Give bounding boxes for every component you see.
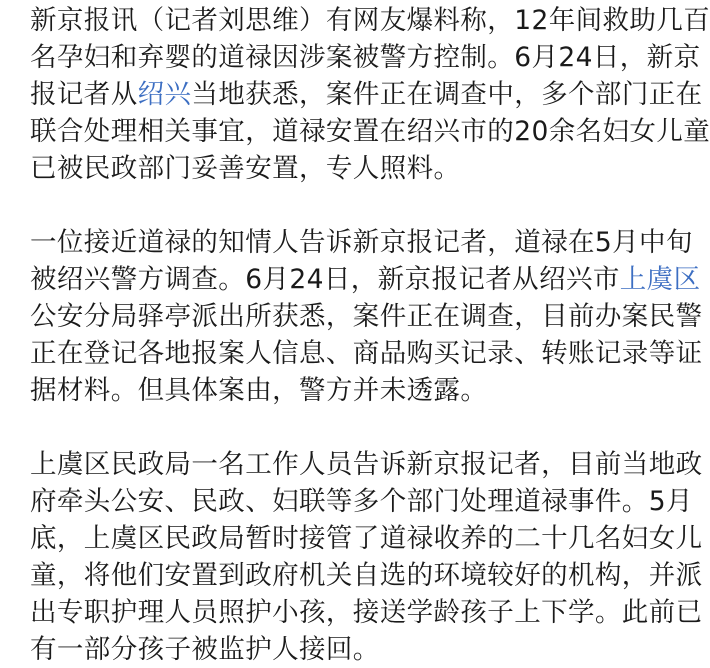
text-segment: 联合处理相关事宜，道禄安置在绍兴市的20余名妇女儿童 <box>30 116 710 147</box>
text-segment: 正在登记各地报案人信息、商品购买记录、转账记录等证 <box>30 338 703 369</box>
text-line <box>30 631 628 668</box>
article-paragraph <box>30 224 703 409</box>
text-line <box>30 520 703 557</box>
article-paragraph <box>30 446 703 668</box>
text-segment: 底，上虞区民政局暂时接管了道禄收养的二十几名妇女儿 <box>30 523 703 554</box>
text-segment: 据材料。但具体案由，警方并未透露。 <box>30 375 488 406</box>
text-segment: 已被民政部门妥善安置，专人照料。 <box>30 153 461 184</box>
text-line <box>30 335 703 372</box>
text-line <box>30 113 710 150</box>
text-segment: 童，将他们安置到政府机关自选的环境较好的机构，并派 <box>30 560 703 591</box>
text-segment: 报记者从 <box>30 79 138 110</box>
text-line <box>30 483 693 520</box>
text-line <box>30 261 701 298</box>
text-segment: 府牵头公安、民政、妇联等多个部门处理道禄事件。5月 <box>30 486 693 517</box>
text-segment: 新京报讯（记者刘思维）有网友爆料称，12年间救助几百 <box>30 5 710 36</box>
text-line <box>30 39 701 76</box>
text-line <box>30 76 703 113</box>
text-line <box>30 150 628 187</box>
article-paragraph <box>30 2 710 187</box>
text-line <box>30 2 710 39</box>
text-segment: 名孕妇和弃婴的道禄因涉案被警方控制。6月24日，新京 <box>30 42 701 73</box>
text-line <box>30 372 628 409</box>
text-segment: 有一部分孩子被监护人接回。 <box>30 634 380 665</box>
text-segment: 公安分局驿亭派出所获悉，案件正在调查，目前办案民警 <box>30 301 703 332</box>
text-line <box>30 224 693 261</box>
place-link[interactable]: 上虞区 <box>619 264 701 295</box>
place-link[interactable]: 绍兴 <box>137 79 192 110</box>
text-segment: 被绍兴警方调查。6月24日，新京报记者从绍兴市 <box>30 264 620 295</box>
text-segment: 上虞区民政局一名工作人员告诉新京报记者，目前当地政 <box>30 449 703 480</box>
text-segment: 一位接近道禄的知情人告诉新京报记者，道禄在5月中旬 <box>30 227 693 258</box>
text-line <box>30 557 703 594</box>
text-segment: 当地获悉，案件正在调查中，多个部门正在 <box>191 79 703 110</box>
text-line <box>30 298 703 335</box>
text-line <box>30 594 703 631</box>
text-line <box>30 446 703 483</box>
text-segment: 出专职护理人员照护小孩，接送学龄孩子上下学。此前已 <box>30 597 703 628</box>
